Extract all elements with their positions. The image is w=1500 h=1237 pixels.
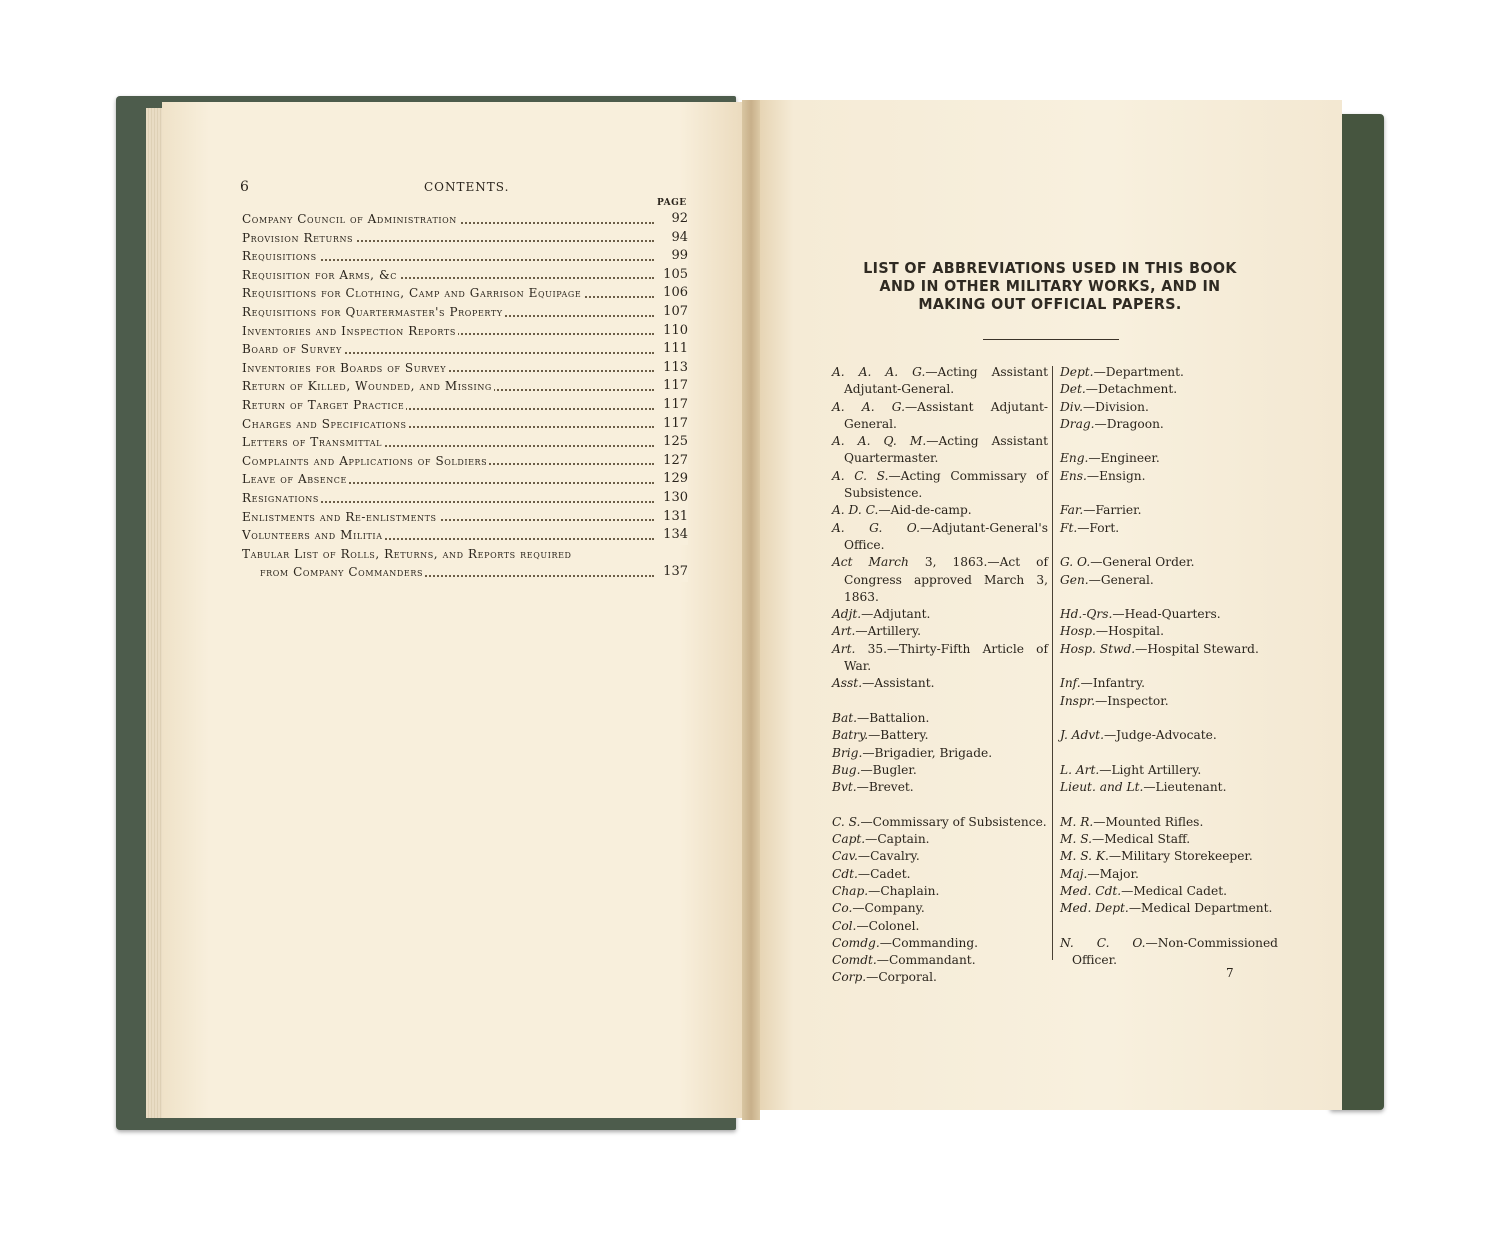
abbreviation-meaning: Medical Department. [1141, 901, 1273, 916]
abbreviation-entry: A. A. A. G.—Acting Assistant Adjutant-General. [832, 365, 1049, 397]
section-gap [1060, 745, 1278, 762]
title-line-2: AND IN OTHER MILITARY WORKS, AND IN [879, 277, 1221, 295]
abbreviation-term: Drag. [1060, 416, 1095, 431]
toc-entry-page: 117 [659, 377, 688, 396]
title-line-3: MAKING OUT OFFICIAL PAPERS. [918, 295, 1182, 313]
abbreviation-meaning: Colonel. [868, 918, 920, 933]
abbreviation-entry: Gen.—General. [1060, 572, 1154, 587]
left-page-number: 6 [240, 179, 249, 195]
abbreviation-term: Hosp. Stwd. [1060, 641, 1136, 656]
abbreviation-meaning: Artillery. [867, 624, 921, 639]
toc-entry-title: Tabular List of Rolls, Returns, and Reports required [242, 546, 572, 561]
abbreviation-entry: Asst.—Assistant. [832, 676, 935, 691]
abbreviation-entry: Corp.—Corporal. [832, 970, 937, 985]
toc-entry-title: Board of Survey [242, 342, 342, 357]
toc-entry [242, 470, 688, 489]
abbreviation-entry: Dept.—Department. [1060, 365, 1184, 379]
abbreviation-meaning: Medical Staff. [1104, 832, 1191, 847]
abbreviation-term: Capt. [832, 832, 866, 847]
abbreviation-term: A. A. Q. M. [832, 434, 927, 449]
abbreviation-entry: M. S.—Medical Staff. [1060, 832, 1191, 847]
section-gap [1060, 433, 1278, 450]
toc-entry-title: Enlistments and Re-enlistments [242, 509, 437, 524]
toc-entry-page: 127 [659, 452, 688, 471]
abbreviation-meaning: General Order. [1102, 555, 1195, 570]
right-page-number: 7 [1226, 966, 1234, 980]
abbreviation-entry: M. S. K.—Military Storekeeper. [1060, 849, 1253, 864]
abbreviation-meaning: Non-Commissioned Officer. [1072, 935, 1278, 968]
abbreviation-term: Med. Cdt. [1060, 883, 1122, 898]
abbreviation-term: Adjt. [832, 607, 862, 622]
abbreviation-meaning: Military Storekeeper. [1121, 849, 1253, 864]
abbreviation-term: Ft. [1060, 520, 1078, 535]
toc-entry-page: 111 [659, 340, 688, 359]
abbreviation-entry: Inf.—Infantry. [1060, 676, 1145, 691]
abbreviation-meaning: Acting Assistant Quartermaster. [844, 434, 1048, 466]
abbreviation-meaning: 35.—Thirty-Fifth Article of War. [844, 641, 1048, 674]
toc-entry [242, 377, 688, 396]
abbreviation-meaning: Commandant. [888, 953, 976, 968]
abbreviation-entry: Det.—Detachment. [1060, 382, 1178, 397]
toc-entry-page: 129 [659, 470, 688, 489]
toc-entry-page: 107 [659, 303, 688, 322]
abbreviation-entry: Chap.—Chaplain. [832, 883, 940, 898]
abbreviation-entry: A. A. G.—Assistant Adjutant-General. [832, 399, 1048, 431]
abbreviation-term: Brig. [832, 745, 863, 760]
abbreviations-title [820, 259, 1280, 313]
abbreviation-meaning: Hospital. [1108, 624, 1164, 639]
toc-entry-title: Letters of Transmittal [242, 435, 383, 450]
toc-entry-page: 110 [659, 322, 688, 341]
section-gap [1060, 658, 1278, 675]
abbreviation-term: Hd.-Qrs. [1060, 607, 1113, 622]
abbreviation-term: Chap. [832, 883, 869, 898]
abbreviation-term: Art. [832, 641, 856, 656]
toc-entry [242, 359, 688, 378]
abbreviation-meaning: 3, 1863.—Act of Congress approved March 3, 1863. [844, 555, 1049, 604]
toc-entry-title: Inventories for Boards of Survey [242, 360, 447, 375]
toc-entry [242, 396, 688, 415]
abbreviation-term: Hosp. [1060, 624, 1096, 639]
toc-entry [242, 415, 688, 434]
abbreviation-entry: A. G. O.—Adjutant-General's Office. [832, 520, 1048, 552]
abbreviation-term: Act March [832, 555, 909, 570]
abbreviation-entry: Drag.—Dragoon. [1060, 416, 1164, 431]
left-page-header [240, 179, 688, 199]
section-gap [832, 693, 1048, 710]
abbreviation-term: Bvt. [832, 780, 857, 795]
abbreviation-term: Far. [1060, 503, 1084, 518]
toc-entry-page: 105 [659, 266, 688, 285]
abbreviation-term: M. R. [1060, 814, 1094, 829]
toc-entry-page: 125 [659, 433, 688, 452]
abbreviation-meaning: Brigadier, Brigade. [874, 745, 993, 760]
toc-entry-title: Requisitions for Clothing, Camp and Garrison Equipage [242, 286, 582, 301]
toc-entry [242, 452, 688, 471]
abbreviation-entry: Hd.-Qrs.—Head-Quarters. [1060, 607, 1221, 622]
toc-entry [242, 303, 688, 322]
abbreviation-meaning: Department. [1105, 365, 1184, 379]
abbreviation-term: Batry. [832, 728, 869, 743]
abbreviation-entry: Far.—Farrier. [1060, 503, 1142, 518]
abbreviation-meaning: Detachment. [1097, 382, 1178, 397]
abbreviation-meaning: Major. [1099, 866, 1139, 881]
running-title: CONTENTS. [424, 180, 510, 194]
toc-entry [242, 526, 688, 545]
toc-entry-title: Provision Returns [242, 230, 354, 245]
section-gap [1060, 537, 1278, 554]
toc-entry-page: 131 [659, 508, 688, 527]
abbreviation-entry: Brig.—Brigadier, Brigade. [832, 745, 993, 760]
abbreviation-entry: Eng.—Engineer. [1060, 451, 1160, 466]
toc-entry [242, 229, 688, 248]
toc-entry [242, 433, 688, 452]
abbreviation-entry: J. Advt.—Judge-Advocate. [1060, 728, 1217, 743]
abbreviation-meaning: General. [1100, 572, 1154, 587]
toc-entry [242, 489, 688, 508]
abbreviation-term: Col. [832, 918, 857, 933]
abbreviation-entry: M. R.—Mounted Rifles. [1060, 814, 1204, 829]
abbreviation-term: Eng. [1060, 451, 1089, 466]
title-line-1: LIST OF ABBREVIATIONS USED IN THIS BOOK [863, 259, 1237, 277]
abbreviation-term: M. S. K. [1060, 849, 1109, 864]
abbreviation-term: Maj. [1060, 866, 1088, 881]
abbreviation-term: Cdt. [832, 866, 858, 881]
abbreviations-right-column [1060, 364, 1278, 969]
toc-entry-title: Company Council of Administration [242, 212, 457, 226]
abbreviation-entry: Bat.—Battalion. [832, 710, 930, 725]
section-gap [1060, 796, 1278, 813]
abbreviation-entry: Bug.—Bugler. [832, 762, 917, 777]
abbreviation-entry: Inspr.—Inspector. [1060, 693, 1169, 708]
page-column-head: PAGE [657, 198, 687, 208]
toc-entry-title: Charges and Specifications [242, 416, 407, 431]
abbreviation-term: Gen. [1060, 572, 1089, 587]
abbreviation-term: L. Art. [1060, 762, 1100, 777]
abbreviation-entry: C. S.—Commissary of Subsistence. [832, 814, 1047, 829]
abbreviation-entry: G. O.—General Order. [1060, 555, 1195, 570]
toc-entry-title: Complaints and Applications of Soldiers [242, 453, 488, 468]
abbreviation-meaning: Dragoon. [1106, 416, 1164, 431]
abbreviation-entry: Div.—Division. [1060, 399, 1149, 414]
toc-entry-page: 113 [659, 359, 688, 378]
abbreviation-meaning: Fort. [1089, 520, 1120, 535]
toc-entry [242, 340, 688, 359]
abbreviation-entry: L. Art.—Light Artillery. [1060, 762, 1202, 777]
title-rule [983, 339, 1119, 340]
toc-entry-title: from Company Commanders [242, 565, 425, 579]
abbreviation-meaning: Acting Assistant Adjutant-General. [844, 365, 1049, 397]
abbreviation-meaning: Battery. [880, 728, 929, 743]
abbreviation-entry: Ft.—Fort. [1060, 520, 1120, 535]
toc-entry-title: Inventories and Inspection Reports [242, 323, 456, 338]
abbreviation-meaning: Company. [864, 901, 925, 916]
abbreviation-meaning: Medical Cadet. [1133, 883, 1227, 898]
toc-entry-title: Requisitions for Quartermaster's Property [242, 304, 503, 319]
abbreviation-meaning: Battalion. [869, 710, 930, 725]
abbreviation-term: A. C. S. [832, 468, 889, 483]
section-gap [1060, 710, 1278, 727]
abbreviation-meaning: Ensign. [1099, 468, 1146, 483]
toc-entry-title: Return of Target Practice [242, 397, 405, 412]
toc-entry-title: Volunteers and Militia [242, 528, 383, 543]
toc-entry [242, 563, 688, 582]
abbreviation-term: A. A. A. G. [832, 365, 926, 379]
abbreviation-meaning: Cadet. [870, 866, 911, 881]
abbreviation-meaning: Judge-Advocate. [1116, 728, 1217, 743]
abbreviation-term: J. Advt. [1060, 728, 1104, 743]
abbreviation-meaning: Adjutant-General's Office. [844, 520, 1048, 552]
abbreviations-left-column [832, 364, 1048, 987]
abbreviation-meaning: Corporal. [878, 970, 937, 985]
abbreviation-entry: Hosp. Stwd.—Hospital Steward. [1060, 641, 1259, 656]
abbreviation-meaning: Mounted Rifles. [1105, 814, 1204, 829]
toc-entry-title: Requisition for Arms, &c [242, 267, 397, 282]
abbreviation-meaning: Farrier. [1095, 503, 1142, 518]
abbreviation-entry: Cav.—Cavalry. [832, 849, 920, 864]
abbreviation-meaning: Cavalry. [870, 849, 920, 864]
abbreviation-meaning: Lieutenant. [1155, 780, 1227, 795]
abbreviation-meaning: Engineer. [1100, 451, 1160, 466]
abbreviation-entry: Batry.—Battery. [832, 728, 929, 743]
abbreviation-meaning: Division. [1095, 399, 1149, 414]
abbreviation-entry: Col.—Colonel. [832, 918, 920, 933]
section-gap [832, 796, 1048, 813]
abbreviation-term: Bug. [832, 762, 861, 777]
toc-entry-page: 94 [667, 229, 688, 248]
abbreviation-entry: Capt.—Captain. [832, 832, 930, 847]
abbreviation-meaning: Aid-de-camp. [890, 503, 972, 518]
abbreviation-term: Cav. [832, 849, 858, 864]
toc-entry-page: 106 [659, 284, 688, 303]
abbreviation-term: Med. Dept. [1060, 901, 1129, 916]
abbreviation-entry: Lieut. and Lt.—Lieutenant. [1060, 780, 1227, 795]
abbreviation-meaning: Assistant. [874, 676, 935, 691]
abbreviation-term: A. D. C. [832, 503, 879, 518]
toc-entry [242, 284, 688, 303]
abbreviation-meaning: Head-Quarters. [1124, 607, 1221, 622]
toc-entry [242, 545, 688, 564]
abbreviation-term: Lieut. and Lt. [1060, 780, 1144, 795]
abbreviation-entry: Ens.—Ensign. [1060, 468, 1146, 483]
abbreviation-term: M. S. [1060, 832, 1093, 847]
toc-entry [242, 247, 688, 266]
abbreviation-entry: Adjt.—Adjutant. [832, 607, 931, 622]
toc-entry-title: Return of Killed, Wounded, and Missing [242, 379, 492, 394]
abbreviation-entry: A. A. Q. M.—Acting Assistant Quartermaster. [832, 434, 1048, 466]
toc-entry-page: 117 [659, 396, 688, 415]
toc-entry-title: Resignations [242, 490, 319, 505]
toc-entry-page: 92 [667, 210, 688, 229]
abbreviation-entry: Comdt.—Commandant. [832, 953, 976, 968]
abbreviation-term: Corp. [832, 970, 867, 985]
abbreviation-entry: Co.—Company. [832, 901, 925, 916]
abbreviation-term: A. A. G. [832, 399, 905, 414]
column-divider [1052, 366, 1053, 960]
abbreviation-meaning: Chaplain. [880, 883, 940, 898]
abbreviation-meaning: Captain. [877, 832, 930, 847]
abbreviation-meaning: Commanding. [891, 935, 979, 950]
abbreviation-meaning: Hospital Steward. [1147, 641, 1259, 656]
toc-entry-title: Requisitions [242, 249, 317, 264]
abbreviation-term: Asst. [832, 676, 863, 691]
section-gap [1060, 485, 1278, 502]
abbreviation-meaning: Inspector. [1107, 693, 1169, 708]
abbreviation-entry: A. D. C.—Aid-de-camp. [832, 503, 972, 518]
section-gap [1060, 918, 1278, 935]
abbreviation-meaning: Assistant Adjutant-General. [844, 399, 1048, 431]
abbreviation-entry: Art.—Artillery. [832, 624, 921, 639]
toc-entry-title: Leave of Absence [242, 472, 347, 487]
abbreviation-entry: Med. Cdt.—Medical Cadet. [1060, 883, 1227, 898]
section-gap [1060, 589, 1278, 606]
abbreviation-term: Bat. [832, 710, 857, 725]
abbreviation-meaning: Acting Commissary of Subsistence. [844, 468, 1048, 501]
book-gutter [742, 100, 760, 1120]
abbreviation-term: Div. [1060, 399, 1083, 414]
abbreviation-entry: A. C. S.—Acting Commissary of Subsistence. [832, 468, 1048, 501]
abbreviation-term: A. G. O. [832, 520, 920, 535]
toc-entry [242, 266, 688, 285]
abbreviation-term: Art. [832, 624, 856, 639]
abbreviation-meaning: Light Artillery. [1111, 762, 1202, 777]
abbreviation-entry: Hosp.—Hospital. [1060, 624, 1164, 639]
abbreviation-meaning: Bugler. [872, 762, 917, 777]
abbreviation-entry: Med. Dept.—Medical Department. [1060, 901, 1273, 916]
abbreviation-term: Ens. [1060, 468, 1087, 483]
abbreviation-meaning: Commissary of Subsistence. [872, 814, 1047, 829]
abbreviation-term: Comdt. [832, 953, 877, 968]
abbreviation-entry: N. C. O.—Non-Commissioned Officer. [1060, 935, 1278, 968]
abbreviation-entry [832, 554, 1048, 606]
toc-entry [242, 210, 688, 229]
toc-entry-page: 117 [659, 415, 688, 434]
toc-entry-page: 130 [659, 489, 688, 508]
abbreviation-term: Inspr. [1060, 693, 1096, 708]
toc-entry-page: 99 [667, 247, 688, 266]
abbreviation-term: Inf. [1060, 676, 1081, 691]
abbreviation-meaning: Adjutant. [873, 607, 931, 622]
abbreviation-term: Co. [832, 901, 853, 916]
abbreviation-term: Comdg. [832, 935, 880, 950]
abbreviation-term: N. C. O. [1060, 935, 1146, 950]
abbreviation-entry: Bvt.—Brevet. [832, 780, 914, 795]
abbreviation-meaning: Brevet. [868, 780, 914, 795]
abbreviation-term: Dept. [1060, 365, 1094, 379]
abbreviation-meaning: Infantry. [1092, 676, 1145, 691]
abbreviation-entry: Comdg.—Commanding. [832, 935, 979, 950]
abbreviation-term: G. O. [1060, 555, 1091, 570]
abbreviation-term: Det. [1060, 382, 1086, 397]
table-of-contents [242, 210, 688, 582]
toc-entry-page: 134 [659, 526, 688, 545]
toc-entry [242, 322, 688, 341]
abbreviation-term: C. S. [832, 814, 861, 829]
toc-entry-page: 137 [659, 563, 688, 582]
abbreviation-entry: Maj.—Major. [1060, 866, 1139, 881]
toc-entry [242, 508, 688, 527]
abbreviation-entry [832, 641, 1048, 676]
abbreviation-entry: Cdt.—Cadet. [832, 866, 911, 881]
